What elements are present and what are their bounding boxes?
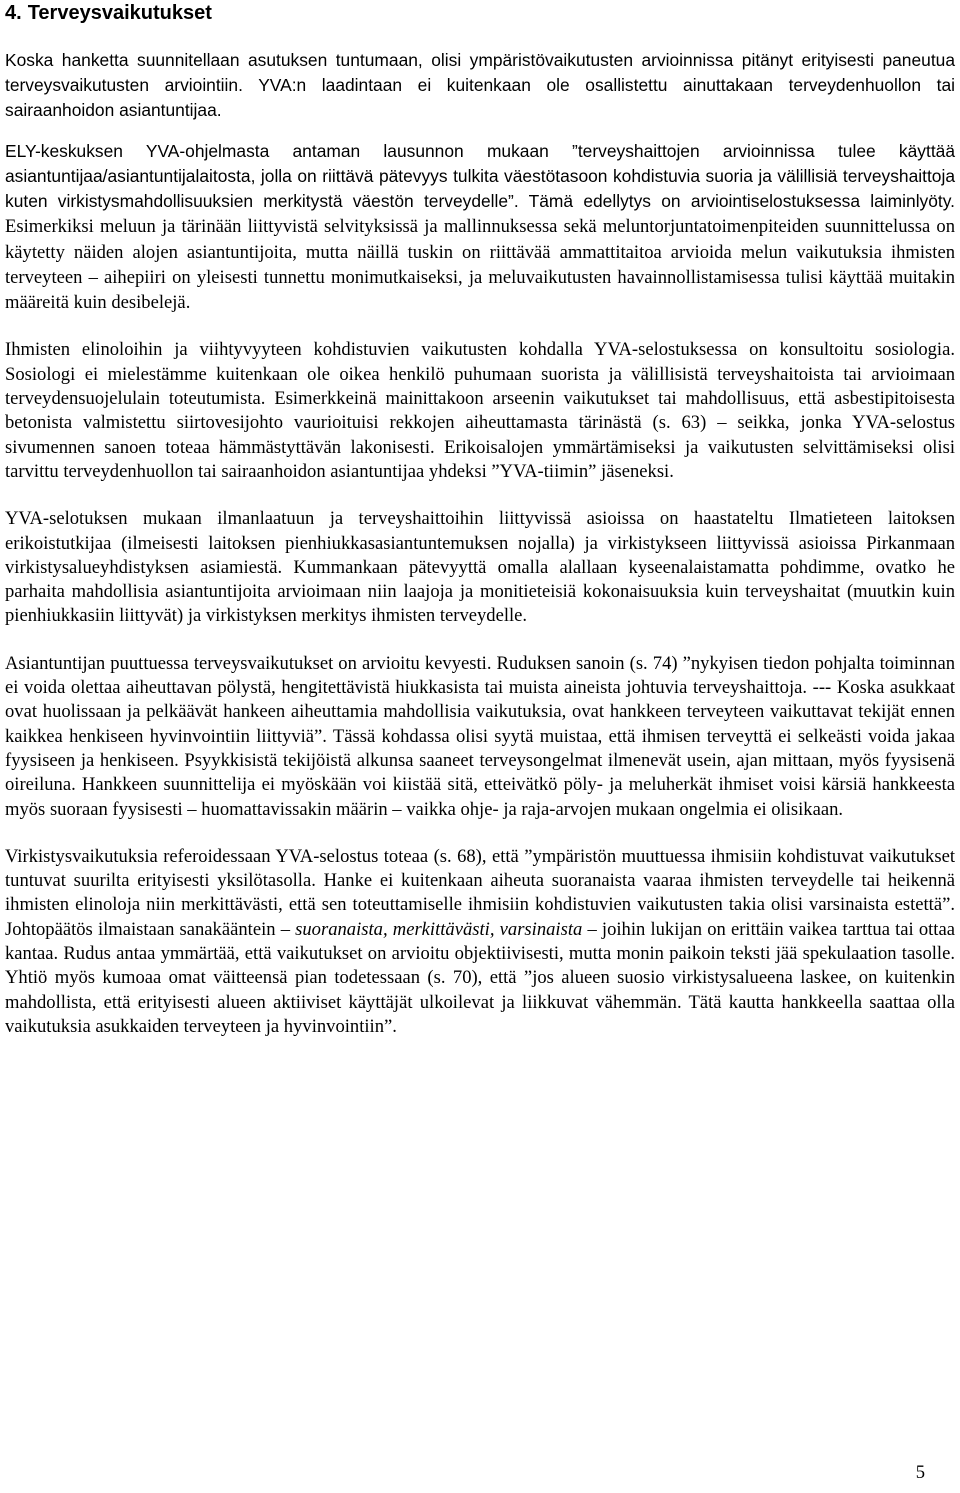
paragraph-ely-statement-sans: ELY-keskuksen YVA-ohjelmasta antaman lausunnon mukaan ”terveyshaittojen arvioinnissa tulee käyttää asiantuntijaa/asiantuntijalaitosta, jolla on riittävä pätevyys tulkita väestötasoon kohdistuvia suoria ja välillisiä terveyshaittoja kuten virkistysmahdollisuuksien merkitystä väestön terveydelle”. Tämä edellytys on arviointiselostuksessa laiminlyöty. bbox=[5, 141, 955, 211]
recreation-text-a: Virkistysvaikutuksia referoidessaan YVA-selostus toteaa (s. 68), että ”ympäristön muuttuessa ihmisiin kohdistuvat vaikutukset tuntuvat suurilta erityisesti yksilötasolla. Hanke ei kuitenkaan aiheuta suoranaista vaaraa ihmisten terveydelle tai heikennä ihmisten elinoloja niin merkittävästi, että sen toteuttamiselle ihmisiin kohdistuvien vaikutusten takia olisi varsinaista estettä”. Johtopäätös ilmaistaan sanakääntein – bbox=[5, 845, 955, 940]
section-number: 4. bbox=[5, 2, 22, 24]
paragraph-sociologist: Ihmisten elinoloihin ja viihtyvyyteen kohdistuvien vaikutusten kohdalla YVA-selostuksessa on konsultoitu sosiologia. Sosiologi ei mielestämme kuitenkaan ole oikea henkilö puhumaan suorista ja välillisistä terveyshaitoista tai arvioimaan terveydensuojelulain toteutumista. Esimerkkeinä mainittakoon arseenin vaikutukset tai mahdollisuus, että asbestipitoisesta betonista valmistettu siirtovesijohto vaurioituisi rekkojen aiheuttamasta tärinästä (s. 63) – seikka, jonka YVA-selostus sivumennen sanoen toteaa hämmästyttävän lakonisesti. Erikoisalojen ymmärtämiseksi ja vaikutusten selvittämiseksi olisi tarvittu terveydenhuollon tai sairaanhoidon asiantuntijaa yhdeksi ”YVA-tiimin” jäseneksi. bbox=[5, 339, 955, 482]
section-heading bbox=[5, 0, 955, 25]
document-page bbox=[5, 0, 955, 1039]
paragraph-ely-statement-serif: Esimerkiksi meluun ja tärinään liittyvistä selvityksissä ja mallinnuksessa sekä meluntorjuntatoimenpiteiden suunnittelussa on käytetty näiden alojen asiantuntijoita, mutta näillä tuskin on riittävää ammattitaitoa arvioida melun vaikutuksia ihmisten terveyteen – aihepiiri on yleisesti tunnettu monimutkaiseksi, ja meluvaikutusten havainnollistamisessa tulisi käyttää muitakin määreitä kuin desibelejä. bbox=[5, 216, 955, 314]
paragraph-health-effects: Asiantuntijan puuttuessa terveysvaikutukset on arvioitu kevyesti. Ruduksen sanoin (s. 74) ”nykyisen tiedon pohjalta toiminnan ei voida olettaa aiheuttavan pölystä, hengitettävistä hiukkasista tai muista aineista johtuvia terveyshaittoja. --- Koska asukkaat ovat huolissaan ja pelkäävät hankeen aiheuttamia mahdollisia vaikutuksia, ovat hankkeen terveyteen vaikuttavat tekijät ennen kaikkea henkiseen hyvinvointiin liittyviä”. Tässä kohdassa olisi syytä muistaa, että ihmisen terveyttä ei selkeästi voida jakaa fyysiseen ja henkiseen. Psyykkisistä tekijöistä alkunsa saaneet terveysongelmat ilmenevät usein, ajan mittaan, myös fyysisenä oireiluna. Hankkeen suunnittelija ei myöskään voi kiistää sitä, etteivätkö pöly- ja meluherkät ihmiset voisi kärsiä hankkeesta myös suoraan fyysisesti – huomattavissakin määrin – vaikka ohje- ja raja-arvojen mukaan ongelmia ei olisikaan. bbox=[5, 652, 955, 820]
paragraph-ely-statement bbox=[5, 139, 955, 315]
paragraph-experts: YVA-selotuksen mukaan ilmanlaatuun ja terveyshaittoihin liittyvissä asioissa on haastateltu Ilmatieteen laitoksen erikoistutkijaa (ilmeisesti laitoksen pienhiukkasasiantuntemuksen nojalla) ja virkistykseen liittyvissä asioissa Pirkanmaan virkistysalueyhdistyksen asiamiestä. Kummankaan pätevyyttä omalla alallaan kyseenalaistamatta pohdimme, ovatko he parhaita mahdollisia asiantuntijoita arvioimaan niin laajoja ja monitieteisiä kokonaisuuksia kuin terveyshaitat (muutkin kuin pienhiukkasiin liittyvät) ja virkistyksen merkitys ihmisten terveydelle. bbox=[5, 508, 955, 627]
paragraph-recreation-effects bbox=[5, 845, 955, 1039]
recreation-text-b: – joihin lukijan on erittäin vaikea tarttua tai ottaa kantaa. Rudus antaa ymmärtää, että vaikutukset on arvioitu objektiivisesti, mutta monin paikoin teksti jää spekulaation tasolle. Yhtiö myös kumoaa omat väitteensä pian todetessaan (s. 70), että ”jos alueen suosio virkistysalueena laskee, on kuitenkin mahdollista, että erityisesti alueen aktiiviset käyttäjät ulkoilevat ja liikkuvat vähemmän. Tätä kautta hankkeella saattaa olla vaikutuksia asukkaiden terveyteen ja hyvinvointiin”. bbox=[5, 918, 955, 1037]
recreation-text-emphasis: suoranaista, merkittävästi, varsinaista bbox=[295, 918, 583, 940]
paragraph-intro: Koska hanketta suunnitellaan asutuksen tuntumaan, olisi ympäristövaikutusten arvioinnissa pitänyt erityisesti paneutua terveysvaikutusten arviointiin. YVA:n laadintaan ei kuitenkaan ole osallistettu ainuttakaan terveydenhuollon tai sairaanhoidon asiantuntijaa. bbox=[5, 50, 955, 120]
section-title: Terveysvaikutukset bbox=[27, 2, 212, 24]
page-number: 5 bbox=[915, 1462, 925, 1483]
